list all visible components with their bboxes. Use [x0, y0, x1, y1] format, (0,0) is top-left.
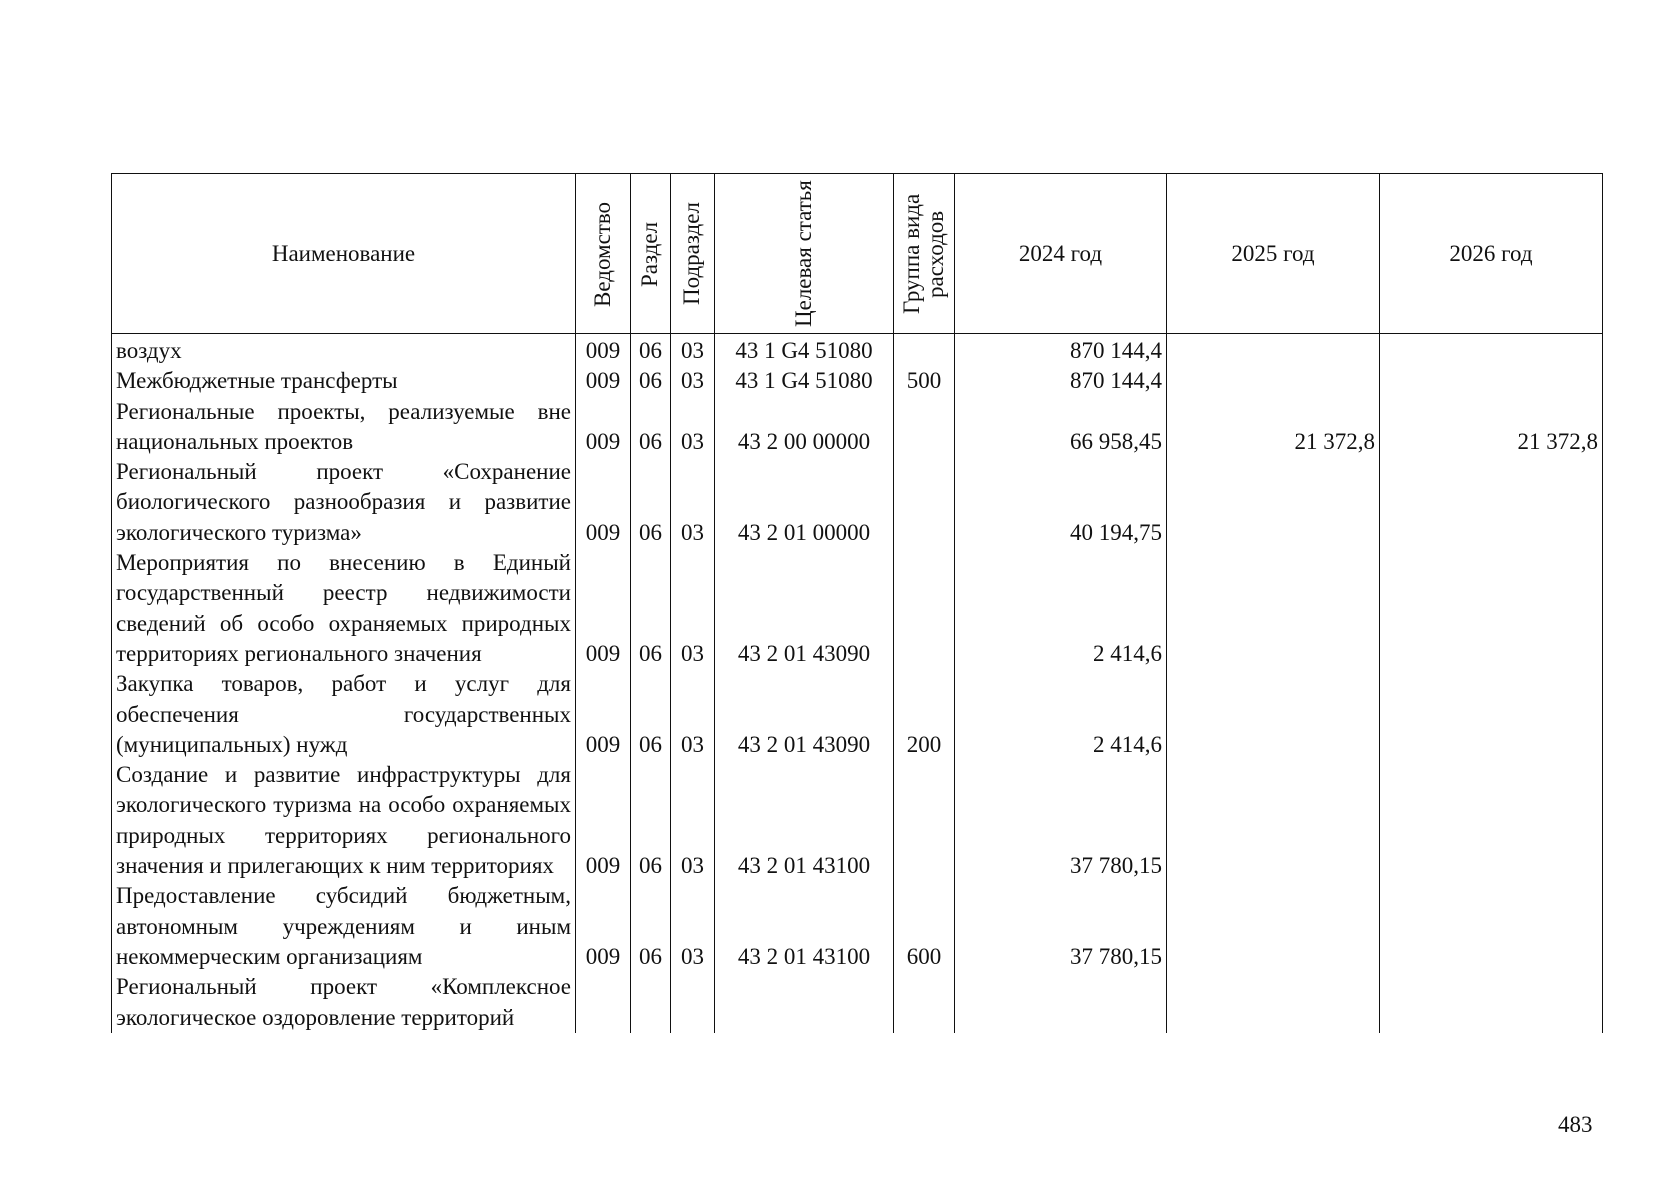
header-2026: 2026 год [1380, 174, 1603, 334]
row-vedomstvo: 009 [576, 760, 631, 881]
row-2024: 870 144,4 [955, 366, 1167, 396]
table-row [112, 334, 1603, 367]
row-podrazdel: 03 [671, 457, 715, 548]
row-podrazdel [671, 972, 715, 1033]
row-gruppa: 600 [894, 881, 955, 972]
row-name: Создание и развитие инфраструктуры для экологического туризма на особо охраняемых природных территориях регионального значения и прилегающих к ним территориях [112, 760, 576, 881]
header-vedomstvo: Ведомство [576, 174, 631, 334]
row-name: Межбюджетные трансферты [112, 366, 576, 396]
table-row [112, 669, 1603, 760]
header-gruppa-vida-rashodov: Группа вида расходов [894, 174, 955, 334]
header-2025: 2025 год [1167, 174, 1380, 334]
row-2025 [1167, 366, 1380, 396]
row-celevaya-statya: 43 2 01 43090 [715, 669, 894, 760]
row-name: Закупка товаров, работ и услуг для обеспечения государственных (муниципальных) нужд [112, 669, 576, 760]
row-2026: 21 372,8 [1380, 397, 1603, 458]
row-2025 [1167, 457, 1380, 548]
row-2026 [1380, 881, 1603, 972]
row-2026 [1380, 669, 1603, 760]
header-razdel: Раздел [631, 174, 671, 334]
row-name: Региональный проект «Сохранение биологического разнообразия и развитие экологического туризма» [112, 457, 576, 548]
row-name: Предоставление субсидий бюджетным, автономным учреждениям и иным некоммерческим организациям [112, 881, 576, 972]
row-razdel: 06 [631, 334, 671, 367]
header-podrazdel: Подраздел [671, 174, 715, 334]
row-vedomstvo: 009 [576, 397, 631, 458]
row-2025 [1167, 548, 1380, 669]
row-name: воздух [112, 334, 576, 367]
row-podrazdel: 03 [671, 881, 715, 972]
row-razdel: 06 [631, 397, 671, 458]
row-2024 [955, 972, 1167, 1033]
row-gruppa: 500 [894, 366, 955, 396]
row-vedomstvo: 009 [576, 881, 631, 972]
row-razdel: 06 [631, 881, 671, 972]
row-2025: 21 372,8 [1167, 397, 1380, 458]
row-name: Региональный проект «Комплексное экологическое оздоровление территорий [112, 972, 576, 1033]
row-vedomstvo: 009 [576, 457, 631, 548]
row-razdel: 06 [631, 669, 671, 760]
row-gruppa: 200 [894, 669, 955, 760]
row-podrazdel: 03 [671, 334, 715, 367]
row-celevaya-statya: 43 1 G4 51080 [715, 366, 894, 396]
table-row [112, 881, 1603, 972]
budget-table [111, 173, 1603, 1033]
row-celevaya-statya [715, 972, 894, 1033]
row-name: Мероприятия по внесению в Единый государственный реестр недвижимости сведений об особо охраняемых природных территориях регионального значения [112, 548, 576, 669]
row-2026 [1380, 760, 1603, 881]
table-row [112, 972, 1603, 1033]
row-celevaya-statya: 43 2 01 43100 [715, 760, 894, 881]
page-number: 483 [1558, 1112, 1593, 1137]
row-gruppa [894, 548, 955, 669]
row-2026 [1380, 548, 1603, 669]
row-gruppa [894, 457, 955, 548]
row-celevaya-statya: 43 2 01 43100 [715, 881, 894, 972]
row-2025 [1167, 972, 1380, 1033]
header-celevaya-statya: Целевая статья [715, 174, 894, 334]
table-row [112, 397, 1603, 458]
row-celevaya-statya: 43 2 00 00000 [715, 397, 894, 458]
row-2026 [1380, 334, 1603, 367]
row-2025 [1167, 669, 1380, 760]
row-2024: 37 780,15 [955, 760, 1167, 881]
row-gruppa [894, 397, 955, 458]
table-row [112, 457, 1603, 548]
row-2026 [1380, 366, 1603, 396]
row-2026 [1380, 457, 1603, 548]
row-vedomstvo: 009 [576, 548, 631, 669]
row-2024: 37 780,15 [955, 881, 1167, 972]
row-razdel: 06 [631, 548, 671, 669]
table-body [112, 334, 1603, 1033]
row-gruppa [894, 760, 955, 881]
row-vedomstvo [576, 972, 631, 1033]
row-gruppa [894, 334, 955, 367]
row-podrazdel: 03 [671, 397, 715, 458]
row-razdel: 06 [631, 366, 671, 396]
row-2025 [1167, 881, 1380, 972]
row-name: Региональные проекты, реализуемые вне национальных проектов [112, 397, 576, 458]
row-vedomstvo: 009 [576, 366, 631, 396]
row-2024: 2 414,6 [955, 669, 1167, 760]
row-podrazdel: 03 [671, 366, 715, 396]
row-celevaya-statya: 43 1 G4 51080 [715, 334, 894, 367]
row-razdel [631, 972, 671, 1033]
row-2025 [1167, 334, 1380, 367]
row-podrazdel: 03 [671, 669, 715, 760]
row-gruppa [894, 972, 955, 1033]
row-podrazdel: 03 [671, 548, 715, 669]
row-2024: 40 194,75 [955, 457, 1167, 548]
header-2024: 2024 год [955, 174, 1167, 334]
row-vedomstvo: 009 [576, 334, 631, 367]
header-name: Наименование [112, 174, 576, 334]
table-row [112, 366, 1603, 396]
row-2024: 2 414,6 [955, 548, 1167, 669]
row-2024: 66 958,45 [955, 397, 1167, 458]
row-razdel: 06 [631, 457, 671, 548]
row-celevaya-statya: 43 2 01 43090 [715, 548, 894, 669]
row-vedomstvo: 009 [576, 669, 631, 760]
table-row [112, 548, 1603, 669]
row-2025 [1167, 760, 1380, 881]
row-podrazdel: 03 [671, 760, 715, 881]
table-row [112, 760, 1603, 881]
row-celevaya-statya: 43 2 01 00000 [715, 457, 894, 548]
row-razdel: 06 [631, 760, 671, 881]
row-2026 [1380, 972, 1603, 1033]
row-2024: 870 144,4 [955, 334, 1167, 367]
header-row [112, 174, 1603, 334]
